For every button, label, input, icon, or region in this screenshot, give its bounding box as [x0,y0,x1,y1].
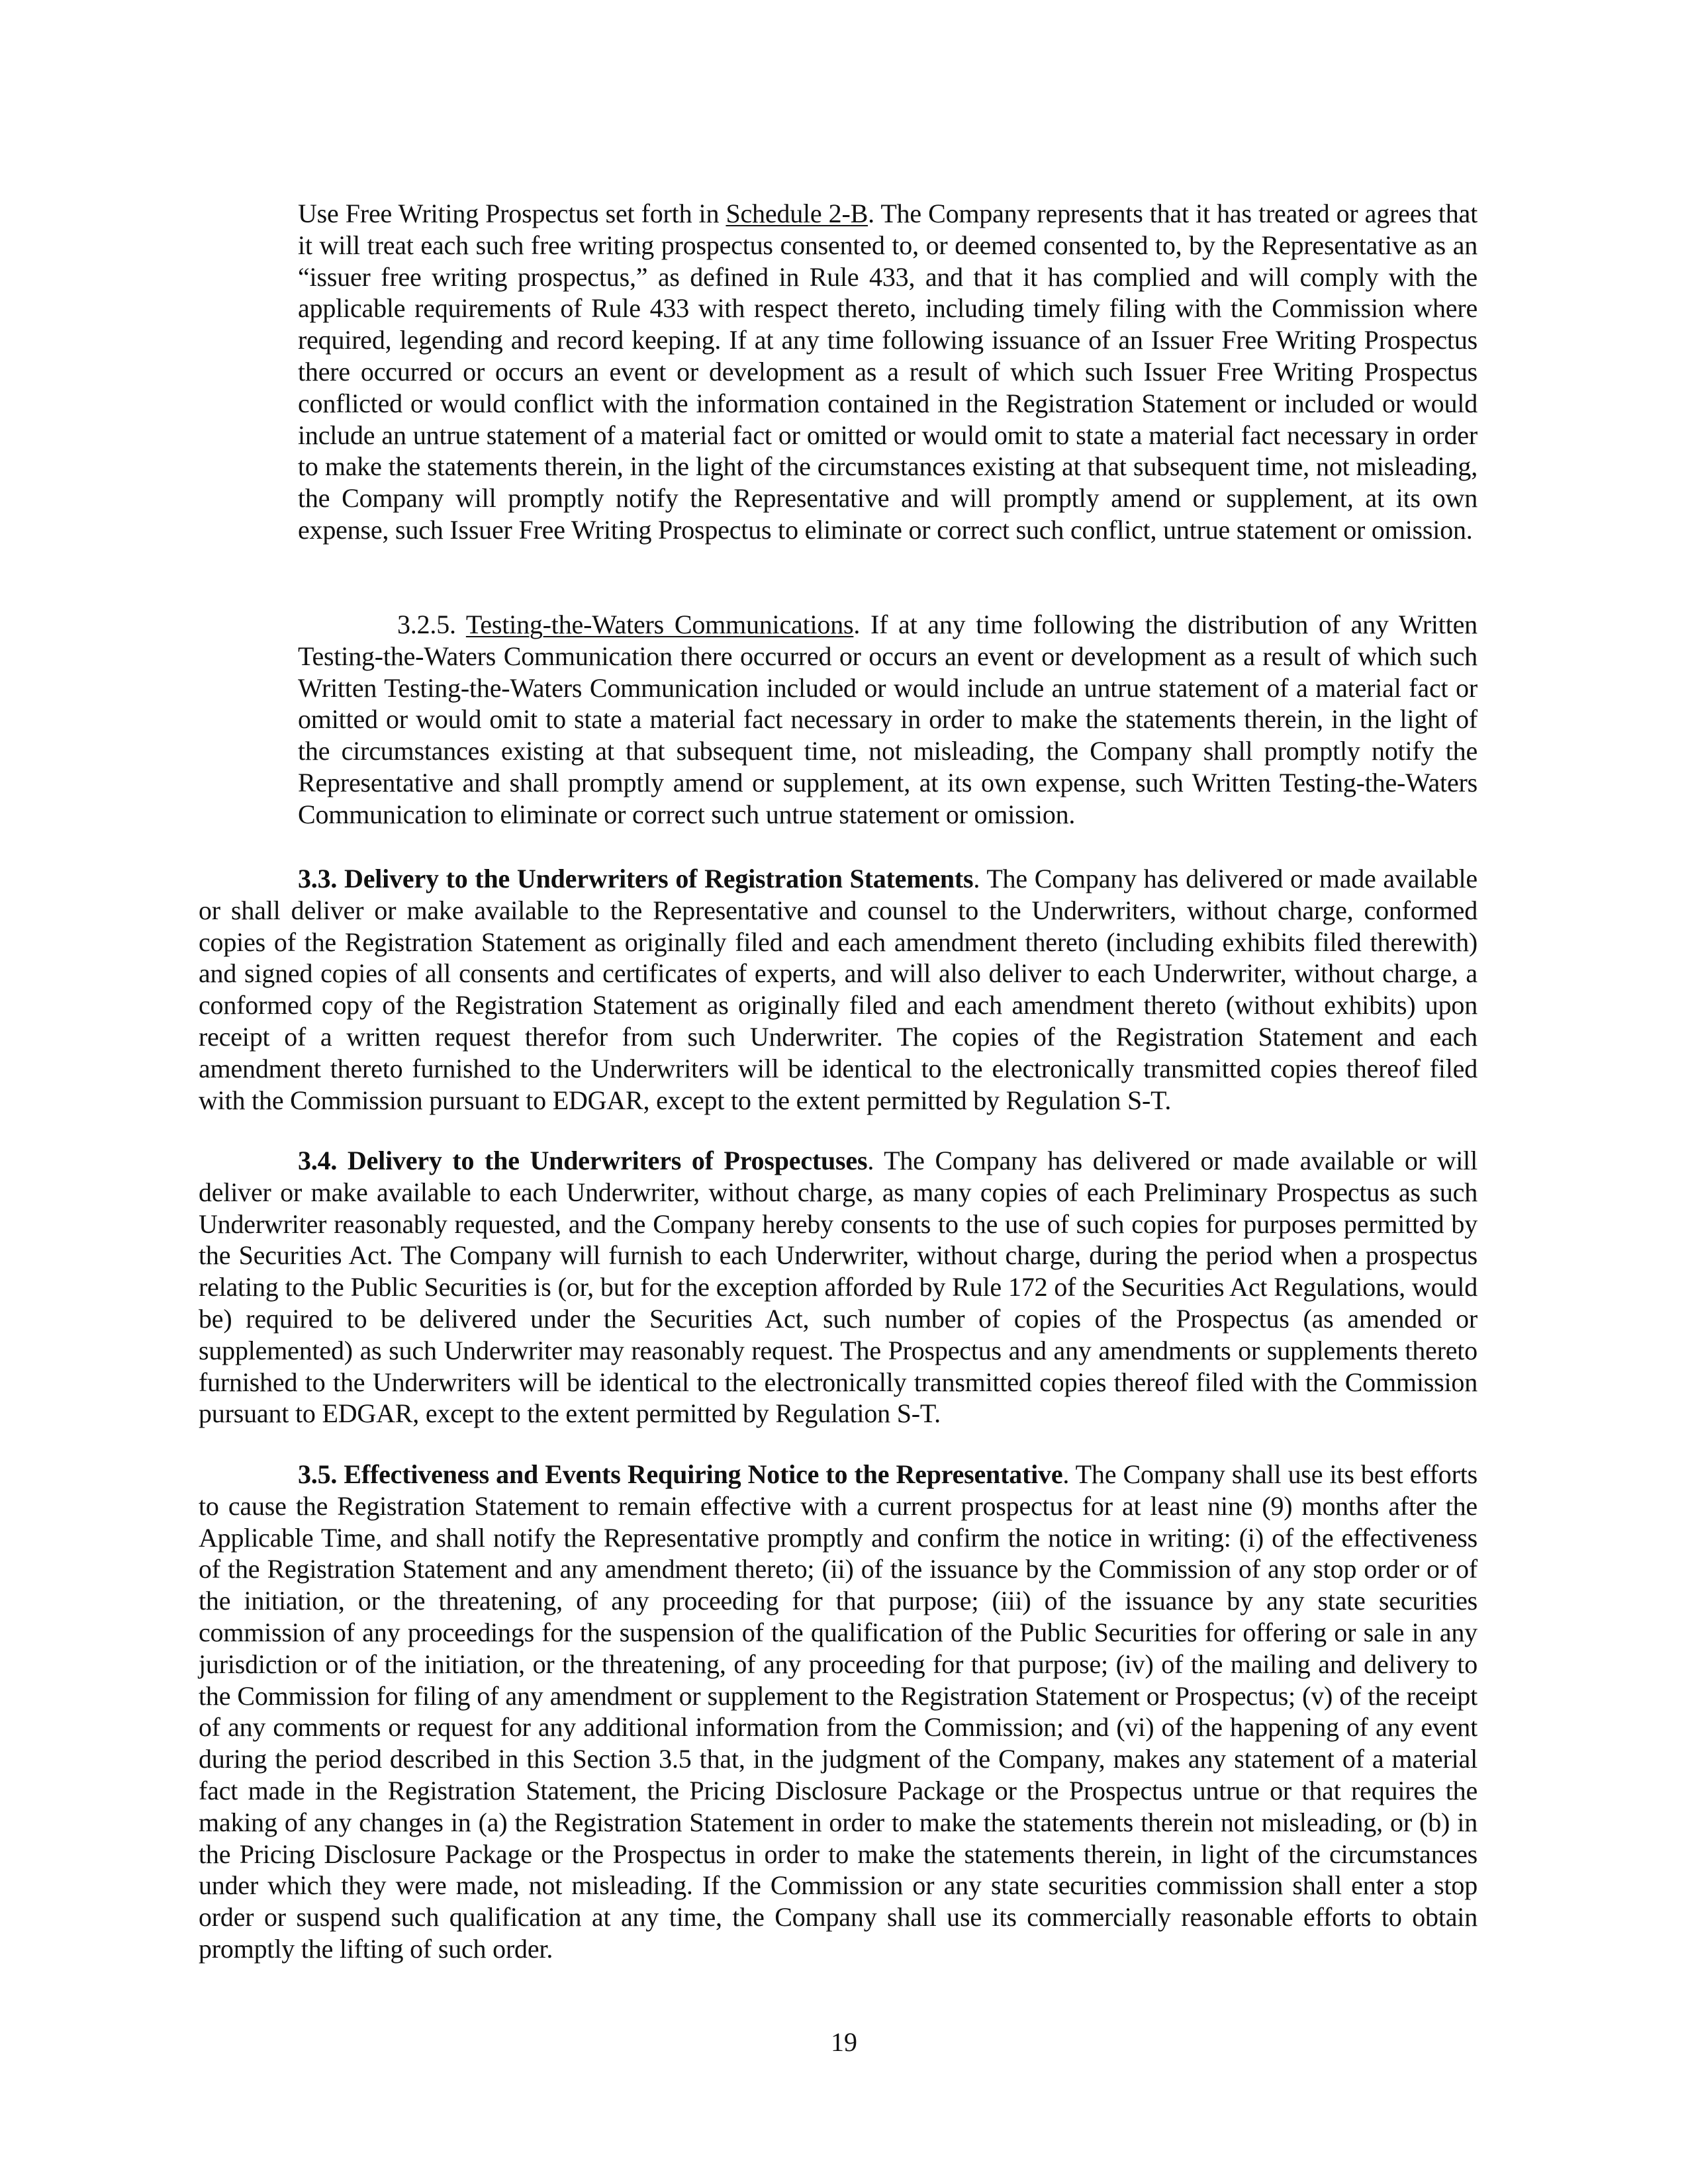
paragraph-text: . The Company shall use its best efforts to cause the Registration Statement to remain effective with a current prospectus for at least nine (9) months after the Applicable Time, and shall notify the Representative promptly and confirm the notice in writing: (i) of the effectiveness of the Registration Statement and any amendment thereto; (ii) of the issuance by the Commission of any stop order or of the initiation, or the threatening, of any proceeding for that purpose; (iii) of the issuance by any state securities commission of any proceedings for the suspension of the qualification of the Public Securities for offering or sale in any jurisdiction or of the initiation, or the threatening, of any proceeding for that purpose; (iv) of the mailing and delivery to the Commission for filing of any amendment or supplement to the Registration Statement or Prospectus; (v) of the receipt of any comments or request for any additional information from the Commission; and (vi) of the happening of any event during the period described in this Section 3.5 that, in the judgment of the Company, makes any statement of a material fact made in the Registration Statement, the Pricing Disclosure Package or the Prospectus untrue or that requires the making of any changes in (a) the Registration Statement in order to make the statements therein not misleading, or (b) in the Pricing Disclosure Package or the Prospectus in order to make the statements therein, in light of the circumstances under which they were made, not misleading. If the Commission or any state securities commission shall enter a stop order or suspend such qualification at any time, the Company shall use its commercially reasonable efforts to obtain promptly the lifting of such order. [199,1459,1477,1964]
page-number: 19 [831,2027,857,2057]
paragraph-text: . If at any time following the distribution of any Written Testing-the-Waters Communication there occurred or occurs an event or development as a result of which such Written Testing-the-Waters Communication included or would include an untrue statement of a material fact or omitted or would omit to state a material fact necessary in order to make the statements therein, in the light of the circumstances existing at that subsequent time, not misleading, the Company shall promptly notify the Representative and shall promptly amend or supplement, at its own expense, such Written Testing-the-Waters Communication to eliminate or correct such untrue statement or omission. [298,610,1477,829]
section-heading: Testing-the-Waters Communications [465,610,854,639]
paragraph-effectiveness-notice [199,1459,1477,1965]
paragraph-delivery-registration-statements [199,863,1477,1116]
section-heading: 3.3. Delivery to the Underwriters of Registration Statements [298,864,974,893]
paragraph-text: Use Free Writing Prospectus set forth in [298,199,726,228]
paragraph-text: . The Company has delivered or made available or shall deliver or make available to the Representative and counsel to the Underwriters, without charge, conformed copies of the Registration Statement as originally filed and each amendment thereto (including exhibits filed therewith) and signed copies of all consents and certificates of experts, and will also deliver to each Underwriter, without charge, a conformed copy of the Registration Statement as originally filed and each amendment thereto (without exhibits) upon receipt of a written request therefor from such Underwriter. The copies of the Registration Statement and each amendment thereto furnished to the Underwriters will be identical to the electronically transmitted copies thereof filed with the Commission pursuant to EDGAR, except to the extent permitted by Regulation S-T. [199,864,1477,1115]
section-number: 3.2.5. [397,610,466,639]
schedule-reference: Schedule 2-B [726,199,868,228]
paragraph-text: . The Company has delivered or made available or will deliver or make available to each Underwriter, without charge, as many copies of each Preliminary Prospectus as such Underwriter reasonably requested, and the Company hereby consents to the use of such copies for purposes permitted by the Securities Act. The Company will furnish to each Underwriter, without charge, during the period when a prospectus relating to the Public Securities is (or, but for the exception afforded by Rule 172 of the Securities Act Regulations, would be) required to be delivered under the Securities Act, such number of copies of the Prospectus (as amended or supplemented) as such Underwriter may reasonably request. The Prospectus and any amendments or supplements thereto furnished to the Underwriters will be identical to the electronically transmitted copies thereof filed with the Commission pursuant to EDGAR, except to the extent permitted by Regulation S-T. [199,1146,1478,1429]
section-heading: 3.4. Delivery to the Underwriters of Prospectuses [298,1146,868,1175]
paragraph-delivery-prospectuses [199,1145,1477,1430]
section-heading: 3.5. Effectiveness and Events Requiring Notice to the Representative [298,1459,1063,1489]
paragraph-free-writing-prospectus [298,198,1477,546]
paragraph-testing-the-waters [298,609,1477,831]
paragraph-text: . The Company represents that it has treated or agrees that it will treat each such free writing prospectus consented to, or deemed consented to, by the Representative as an “issuer free writing prospectus,” as defined in Rule 433, and that it has complied and will comply with the applicable requirements of Rule 433 with respect thereto, including timely filing with the Commission where required, legending and record keeping. If at any time following issuance of an Issuer Free Writing Prospectus there occurred or occurs an event or development as a result of which such Issuer Free Writing Prospectus conflicted or would conflict with the information contained in the Registration Statement or included or would include an untrue statement of a material fact or omitted or would omit to state a material fact necessary in order to make the statements therein, in the light of the circumstances existing at that subsequent time, not misleading, the Company will promptly notify the Representative and will promptly amend or supplement, at its own expense, such Issuer Free Writing Prospectus to eliminate or correct such conflict, untrue statement or omission. [298,199,1477,545]
